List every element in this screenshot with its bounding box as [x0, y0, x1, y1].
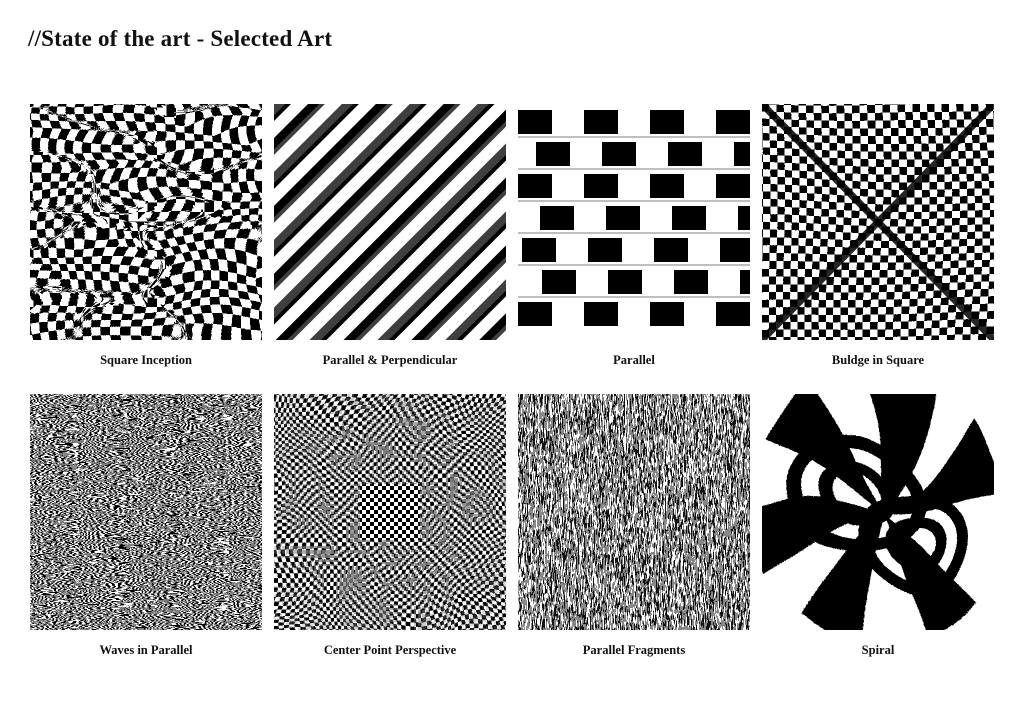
gallery-item[interactable] — [762, 394, 994, 658]
artwork-square-inception — [30, 104, 262, 340]
artwork-waves-in-parallel — [30, 394, 262, 630]
artwork-parallel-perpendicular — [274, 104, 506, 340]
artwork-caption: Square Inception — [100, 353, 192, 367]
artwork-caption: Spiral — [861, 643, 895, 657]
gallery-item[interactable] — [762, 104, 994, 368]
gallery-item[interactable] — [518, 104, 750, 368]
gallery-item[interactable] — [274, 104, 506, 368]
artwork-caption: Buldge in Square — [831, 353, 925, 367]
gallery-row — [30, 394, 994, 658]
artwork-spiral — [762, 394, 994, 630]
artwork-buldge-in-square — [762, 104, 994, 340]
artwork-caption: Waves in Parallel — [99, 643, 193, 657]
gallery-item[interactable] — [30, 394, 262, 658]
artwork-parallel-fragments — [518, 394, 750, 630]
gallery-item[interactable] — [274, 394, 506, 658]
artwork-caption: Parallel & Perpendicular — [322, 353, 458, 367]
artwork-caption: Parallel — [613, 353, 655, 367]
page-title: //State of the art - Selected Art — [28, 26, 333, 51]
art-gallery-grid — [30, 104, 994, 658]
artwork-center-point-perspective — [274, 394, 506, 630]
artwork-caption: Parallel Fragments — [582, 643, 686, 657]
gallery-item[interactable] — [518, 394, 750, 658]
artwork-parallel — [518, 104, 750, 340]
artwork-caption: Center Point Perspective — [323, 643, 457, 657]
gallery-row — [30, 104, 994, 368]
gallery-item[interactable] — [30, 104, 262, 368]
